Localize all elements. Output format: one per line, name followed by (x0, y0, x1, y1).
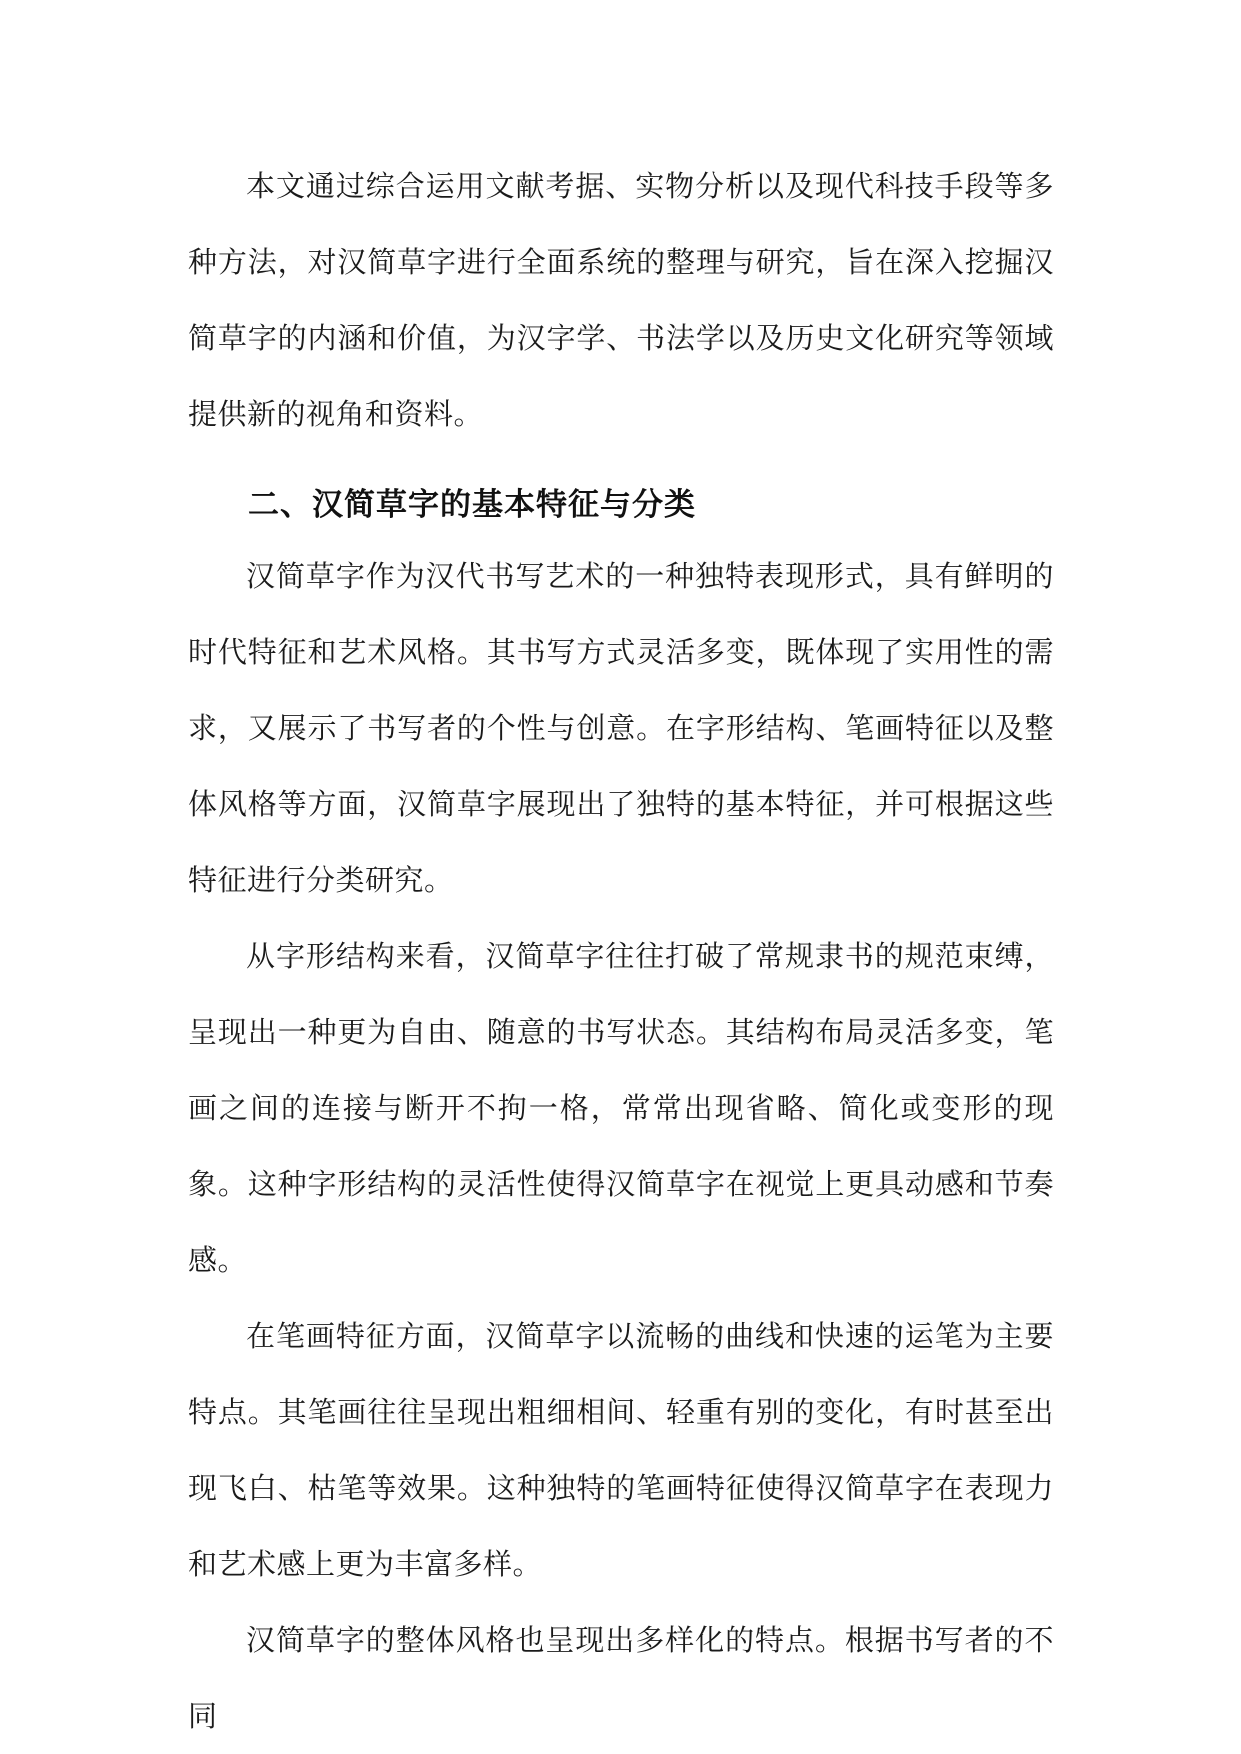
section-heading: 二、汉简草字的基本特征与分类 (248, 487, 696, 523)
body-paragraph-4: 汉简草字的整体风格也呈现出多样化的特点。根据书写者的不同 (188, 1623, 1054, 1733)
intro-paragraph: 本文通过综合运用文献考据、实物分析以及现代科技手段等多种方法，对汉简草字进行全面系统的整理与研究，旨在深入挖掘汉简草字的内涵和价值，为汉字学、书法学以及历史文化研究等领域提供新的视角和资料。 (188, 169, 1054, 431)
body-paragraph-1: 汉简草字作为汉代书写艺术的一种独特表现形式，具有鲜明的时代特征和艺术风格。其书写方式灵活多变，既体现了实用性的需求，又展示了书写者的个性与创意。在字形结构、笔画特征以及整体风格等方面，汉简草字展现出了独特的基本特征，并可根据这些特征进行分类研究。 (188, 559, 1054, 897)
body-paragraph-2: 从字形结构来看，汉简草字往往打破了常规隶书的规范束缚，呈现出一种更为自由、随意的书写状态。其结构布局灵活多变，笔画之间的连接与断开不拘一格，常常出现省略、简化或变形的现象。这种字形结构的灵活性使得汉简草字在视觉上更具动感和节奏感。 (188, 939, 1054, 1277)
body-paragraph-3: 在笔画特征方面，汉简草字以流畅的曲线和快速的运笔为主要特点。其笔画往往呈现出粗细相间、轻重有别的变化，有时甚至出现飞白、枯笔等效果。这种独特的笔画特征使得汉简草字在表现力和艺术感上更为丰富多样。 (188, 1319, 1054, 1581)
document-body (188, 148, 1054, 1754)
